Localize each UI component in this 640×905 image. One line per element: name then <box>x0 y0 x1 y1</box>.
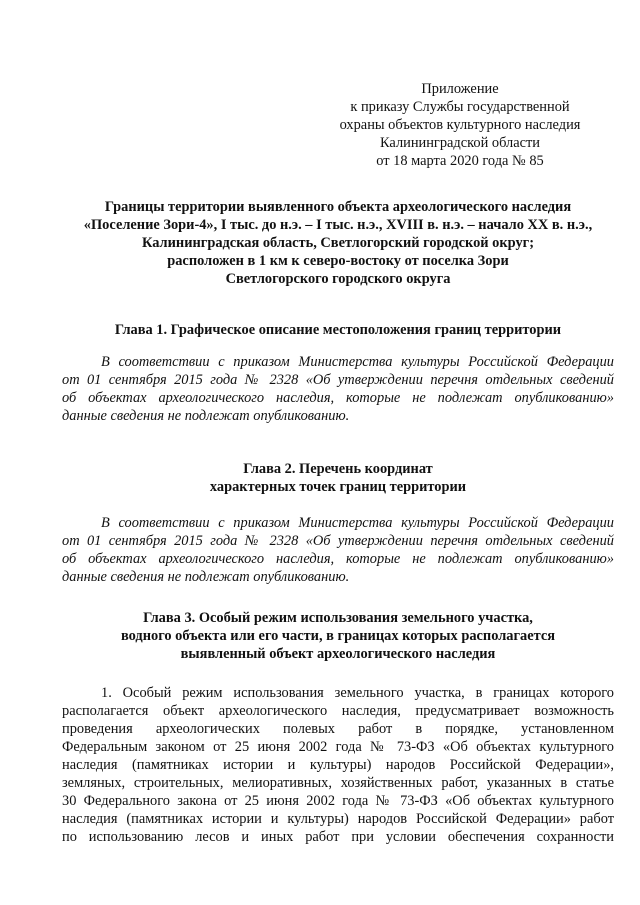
chapter-heading-line: выявленный объект археологического наследия <box>180 646 496 662</box>
chapter-3-heading <box>62 609 614 663</box>
chapter-heading-line: характерных точек границ территории <box>209 479 467 495</box>
paragraph-line: 30 Федерального закона от 25 июня 2002 года № 73-ФЗ «Об объектах культурного <box>62 793 614 809</box>
paragraph-line: Федеральным законом от 25 июня 2002 года № 73-ФЗ «Об объектах культурного <box>62 739 614 755</box>
chapter-2-heading <box>62 460 614 496</box>
paragraph-line: располагается объект археологического наследия, предусматривает возможность <box>62 703 614 719</box>
chapter-heading-line: Глава 3. Особый режим использования земельного участка, <box>143 610 533 626</box>
chapter-heading-line: водного объекта или его части, в границах которых располагается <box>120 628 556 644</box>
title-line: Светлогорского городского округа <box>225 271 451 287</box>
paragraph-line: наследия (памятниках истории и культуры) народов Российской Федерации» работ <box>62 811 614 827</box>
chapter-3-paragraph <box>62 684 614 846</box>
paragraph-line: В соответствии с приказом Министерства культуры Российской Федерации <box>101 354 614 370</box>
paragraph-line: об объектах археологического наследия, которые не подлежат опубликованию» <box>62 390 614 406</box>
paragraph-line: проведения археологических полевых работ в порядке, установленном <box>62 721 614 737</box>
paragraph-line: по использованию лесов и иных работ при условии обеспечения сохранности <box>62 829 614 845</box>
chapter-2-paragraph <box>62 514 614 586</box>
paragraph-line: данные сведения не подлежат опубликованию. <box>62 569 350 585</box>
paragraph-line: от 01 сентября 2015 года № 2328 «Об утверждении перечня отдельных сведений <box>62 372 614 388</box>
paragraph-line: 1. Особый режим использования земельного участка, в границах которого <box>101 685 614 701</box>
document-title <box>62 198 614 288</box>
paragraph-line: данные сведения не подлежат опубликованию. <box>62 408 350 424</box>
chapter-1-paragraph <box>62 353 614 425</box>
annex-line: от 18 марта 2020 года № 85 <box>376 153 544 169</box>
annex-line: охраны объектов культурного наследия <box>339 117 581 133</box>
annex-note <box>312 80 608 170</box>
paragraph-line: от 01 сентября 2015 года № 2328 «Об утверждении перечня отдельных сведений <box>62 533 614 549</box>
chapter-heading-line: Глава 2. Перечень координат <box>243 461 433 477</box>
annex-line: Приложение <box>421 81 499 97</box>
title-line: «Поселение Зори-4», I тыс. до н.э. – I тыс. н.э., XVIII в. н.э. – начало XX в. н.э., <box>83 217 593 233</box>
paragraph-line: земляных, строительных, мелиоративных, хозяйственных работ, указанных в статье <box>62 775 614 791</box>
paragraph-line: об объектах археологического наследия, которые не подлежат опубликованию» <box>62 551 614 567</box>
chapter-1-heading <box>62 321 614 339</box>
paragraph-line: В соответствии с приказом Министерства культуры Российской Федерации <box>101 515 614 531</box>
title-line: расположен в 1 км к северо-востоку от поселка Зори <box>167 253 509 269</box>
title-line: Калининградская область, Светлогорский городской округ; <box>141 235 535 251</box>
chapter-heading-line: Глава 1. Графическое описание местоположения границ территории <box>114 322 562 338</box>
title-line: Границы территории выявленного объекта археологического наследия <box>104 199 572 215</box>
annex-line: Калининградской области <box>380 135 540 151</box>
paragraph-line: наследия (памятниках истории и культуры) народов Российской Федерации», <box>62 757 614 773</box>
annex-line: к приказу Службы государственной <box>350 99 570 115</box>
